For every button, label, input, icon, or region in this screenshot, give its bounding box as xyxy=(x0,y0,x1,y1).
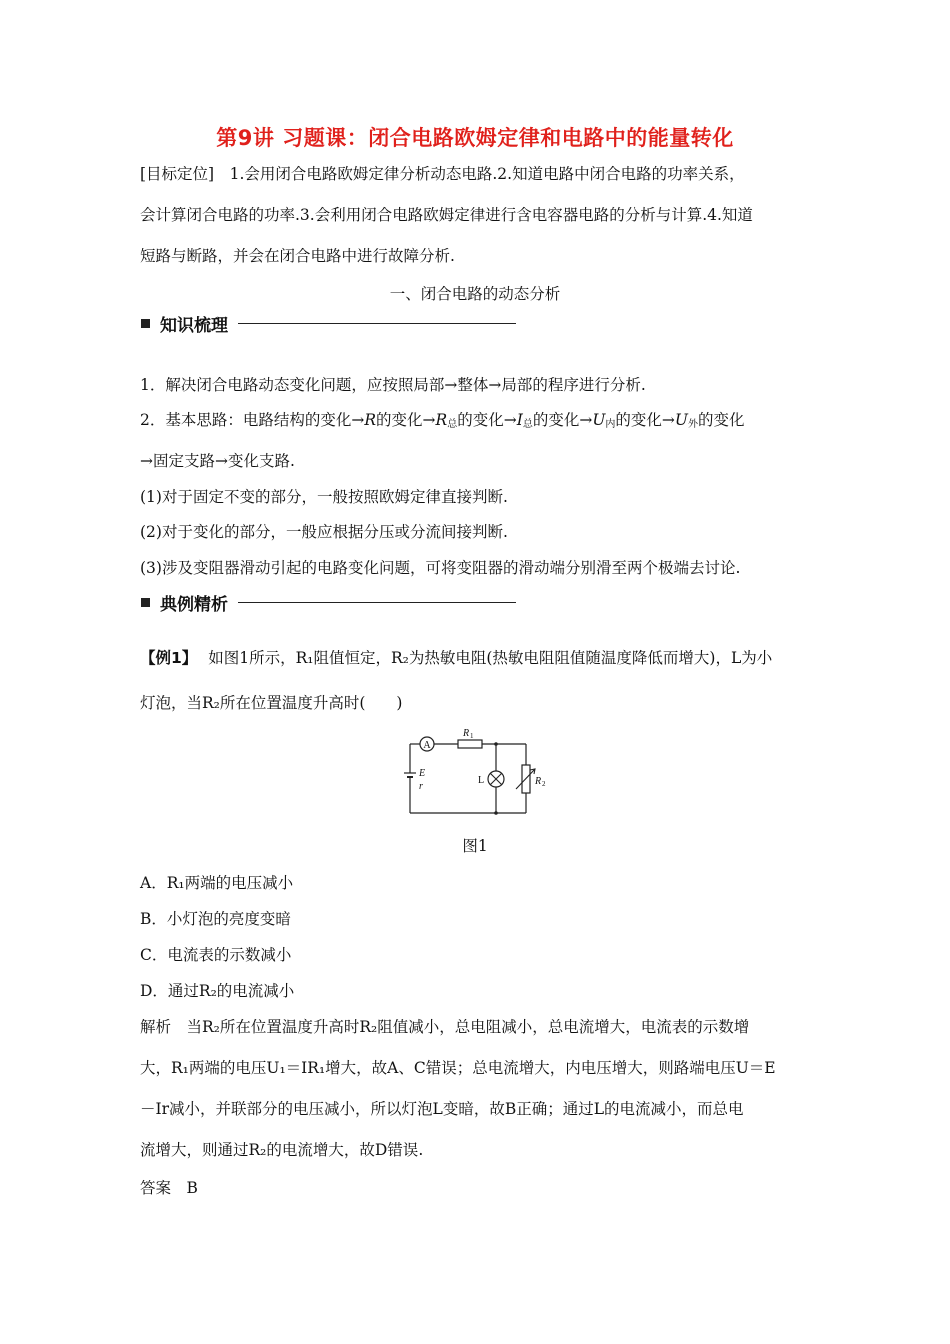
option-b: B．小灯泡的亮度变暗 xyxy=(140,910,291,928)
resistor-r1-icon xyxy=(458,740,482,748)
section-heading: 一、闭合电路的动态分析 xyxy=(389,285,561,303)
knowledge-sub-1: (1)对于固定不变的部分，一般按照欧姆定律直接判断. xyxy=(140,488,508,506)
emf-label: E xyxy=(419,768,426,779)
battery-icon xyxy=(404,773,416,777)
r2-subscript: 2 xyxy=(542,780,546,788)
knowledge-heading xyxy=(141,311,516,336)
lamp-label: L xyxy=(478,775,485,786)
lamp-icon xyxy=(488,771,504,787)
option-c: C．电流表的示数减小 xyxy=(140,946,292,964)
heading-rule xyxy=(238,602,516,603)
example-question-line-1: 【例1】 如图1所示，R₁阻值恒定，R₂为热敏电阻(热敏电阻阻值随温度降低而增大)，L为小 xyxy=(140,649,773,667)
r2-label: R xyxy=(535,776,542,787)
knowledge-sub-2: (2)对于变化的部分，一般应根据分压或分流间接判断. xyxy=(140,523,508,541)
knowledge-sub-3: (3)涉及变阻器滑动引起的电路变化问题，可将变阻器的滑动端分别滑至两个极端去讨论. xyxy=(140,559,741,577)
heading-rule xyxy=(238,323,516,324)
answer: 答案 B xyxy=(140,1179,198,1197)
internal-resistance-label: r xyxy=(419,781,423,792)
objectives-line-2: 会计算闭合电路的功率.3.会利用闭合电路欧姆定律进行含电容器电路的分析与计算.4.知道 xyxy=(140,206,753,224)
r1-subscript: 1 xyxy=(470,732,474,740)
example-label: 【例1】 xyxy=(140,649,198,667)
knowledge-heading-text: 知识梳理 xyxy=(160,316,228,336)
junction-dot xyxy=(494,742,498,746)
circuit-diagram xyxy=(400,725,560,820)
analysis-line-4: 流增大，则通过R₂的电流增大，故D错误. xyxy=(140,1141,424,1159)
objectives-line-1: [目标定位] 1.会用闭合电路欧姆定律分析动态电路.2.知道电路中闭合电路的功率关系， xyxy=(140,165,745,183)
square-bullet-icon xyxy=(141,319,150,328)
analysis-line-1: 解析 当R₂所在位置温度升高时R₂阻值减小，总电阻减小，总电流增大，电流表的示数增 xyxy=(140,1018,750,1036)
example-question-line-2: 灯泡，当R₂所在位置温度升高时( ) xyxy=(140,694,403,712)
option-a: A．R₁两端的电压减小 xyxy=(140,874,294,892)
objectives-line-3: 短路与断路，并会在闭合电路中进行故障分析. xyxy=(140,247,455,265)
analysis-line-2: 大，R₁两端的电压U₁＝IR₁增大，故A、C错误；总电流增大，内电压增大，则路端电压U＝E xyxy=(140,1059,776,1077)
page-title: 第9讲 习题课：闭合电路欧姆定律和电路中的能量转化 xyxy=(216,126,734,150)
square-bullet-icon xyxy=(141,598,150,607)
junction-dot xyxy=(494,811,498,815)
examples-heading-text: 典例精析 xyxy=(160,595,228,615)
option-d: D．通过R₂的电流减小 xyxy=(140,982,295,1000)
knowledge-item-2-cont: →固定支路→变化支路. xyxy=(140,452,295,470)
ammeter-label: A xyxy=(423,740,431,751)
r1-label: R xyxy=(463,728,470,739)
knowledge-item-2: 2．基本思路：电路结构的变化→R的变化$\to R_总$的变化$\to I_总$的变化$\to U_内$的变化$\to U_外$的变化 xyxy=(140,411,745,430)
examples-heading xyxy=(141,590,516,615)
knowledge-item-1: 1．解决闭合电路动态变化问题，应按照局部→整体→局部的程序进行分析. xyxy=(140,376,646,394)
figure-caption: 图1 xyxy=(462,837,488,855)
thermistor-r2-icon xyxy=(516,765,535,793)
analysis-line-3: －Ir减小，并联部分的电压减小，所以灯泡L变暗，故B正确；通过L的电流减小，而总电 xyxy=(140,1100,744,1118)
ammeter-icon xyxy=(420,737,434,751)
